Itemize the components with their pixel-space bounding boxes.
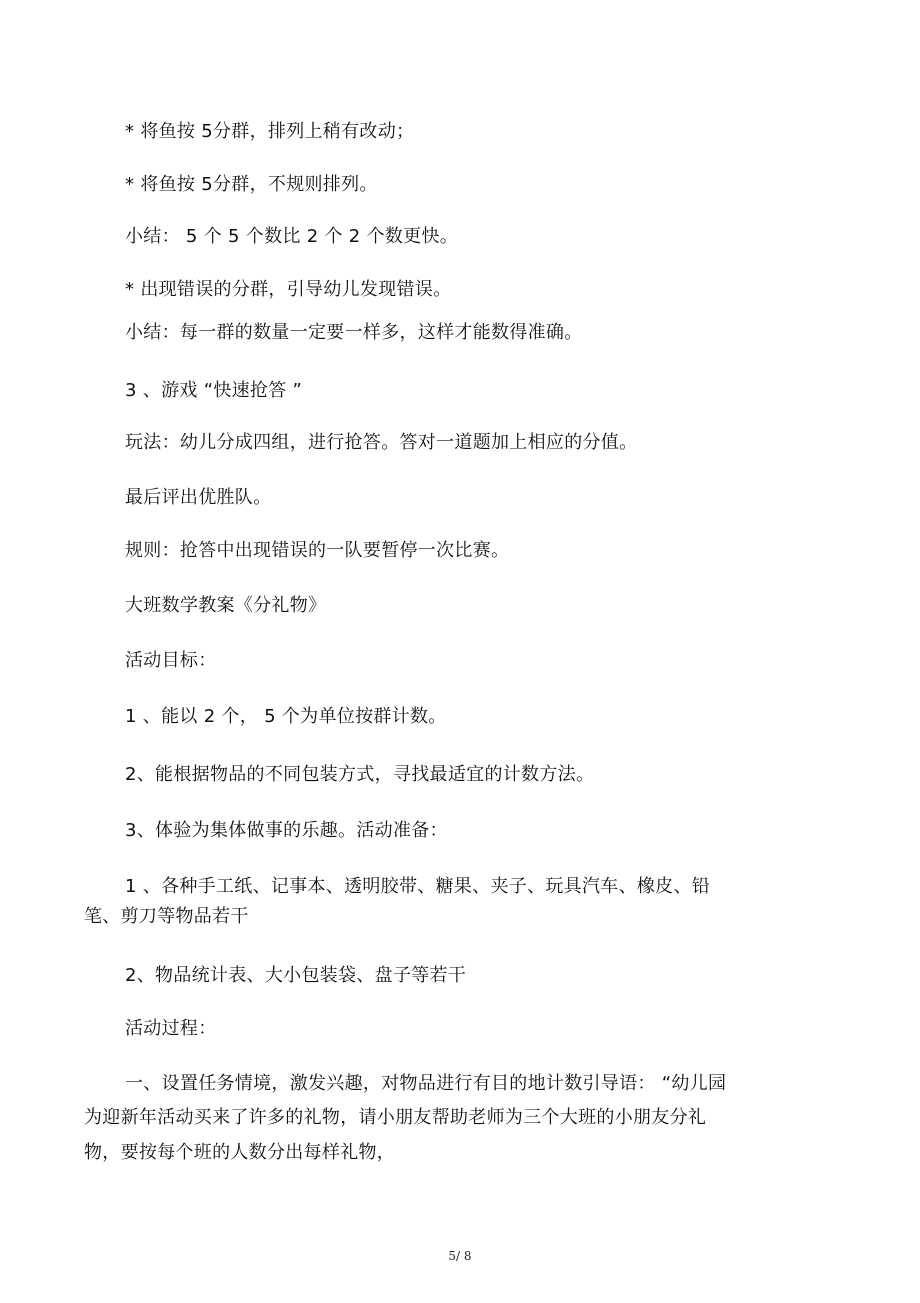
- text-line: 活动过程：: [125, 1018, 217, 1039]
- lesson-title: 大班数学教案《分礼物》: [125, 595, 327, 616]
- text-line: 小结：每一群的数量一定要一样多，这样才能数得准确。: [125, 322, 583, 343]
- text-line: 1 、能以 2 个， 5 个为单位按群计数。: [125, 706, 447, 727]
- text-line: 一、设置任务情境，激发兴趣，对物品进行有目的地计数引导语： “幼儿园: [125, 1073, 727, 1094]
- text-line: * 将鱼按 5分群，不规则排列。: [125, 174, 378, 195]
- text-line: 物，要按每个班的人数分出每样礼物，: [84, 1142, 396, 1163]
- text-line: * 出现错误的分群，引导幼儿发现错误。: [125, 279, 452, 300]
- text-line: 1 、各种手工纸、记事本、透明胶带、糖果、夹子、玩具汽车、橡皮、铅: [125, 876, 711, 897]
- text-line: 2、能根据物品的不同包装方式，寻找最适宜的计数方法。: [125, 764, 595, 785]
- page-number: 5/ 8: [448, 1249, 472, 1263]
- text-line: 规则：抢答中出现错误的一队要暂停一次比赛。: [125, 540, 510, 561]
- text-line: 玩法：幼儿分成四组，进行抢答。答对一道题加上相应的分值。: [125, 432, 638, 453]
- text-line: 小结： 5 个 5 个数比 2 个 2 个数更快。: [125, 226, 459, 247]
- section-heading: 3 、游戏 “快速抢答 ”: [125, 380, 303, 401]
- text-line: 最后评出优胜队。: [125, 487, 272, 508]
- text-line: 活动目标：: [125, 650, 217, 671]
- text-line: 为迎新年活动买来了许多的礼物，请小朋友帮助老师为三个大班的小朋友分礼: [84, 1107, 707, 1128]
- text-line: 3、体验为集体做事的乐趣。活动准备：: [125, 820, 448, 841]
- text-line: * 将鱼按 5分群，排列上稍有改动；: [125, 121, 415, 142]
- text-line: 2、物品统计表、大小包装袋、盘子等若干: [125, 965, 467, 986]
- text-line: 笔、剪刀等物品若干: [84, 906, 249, 927]
